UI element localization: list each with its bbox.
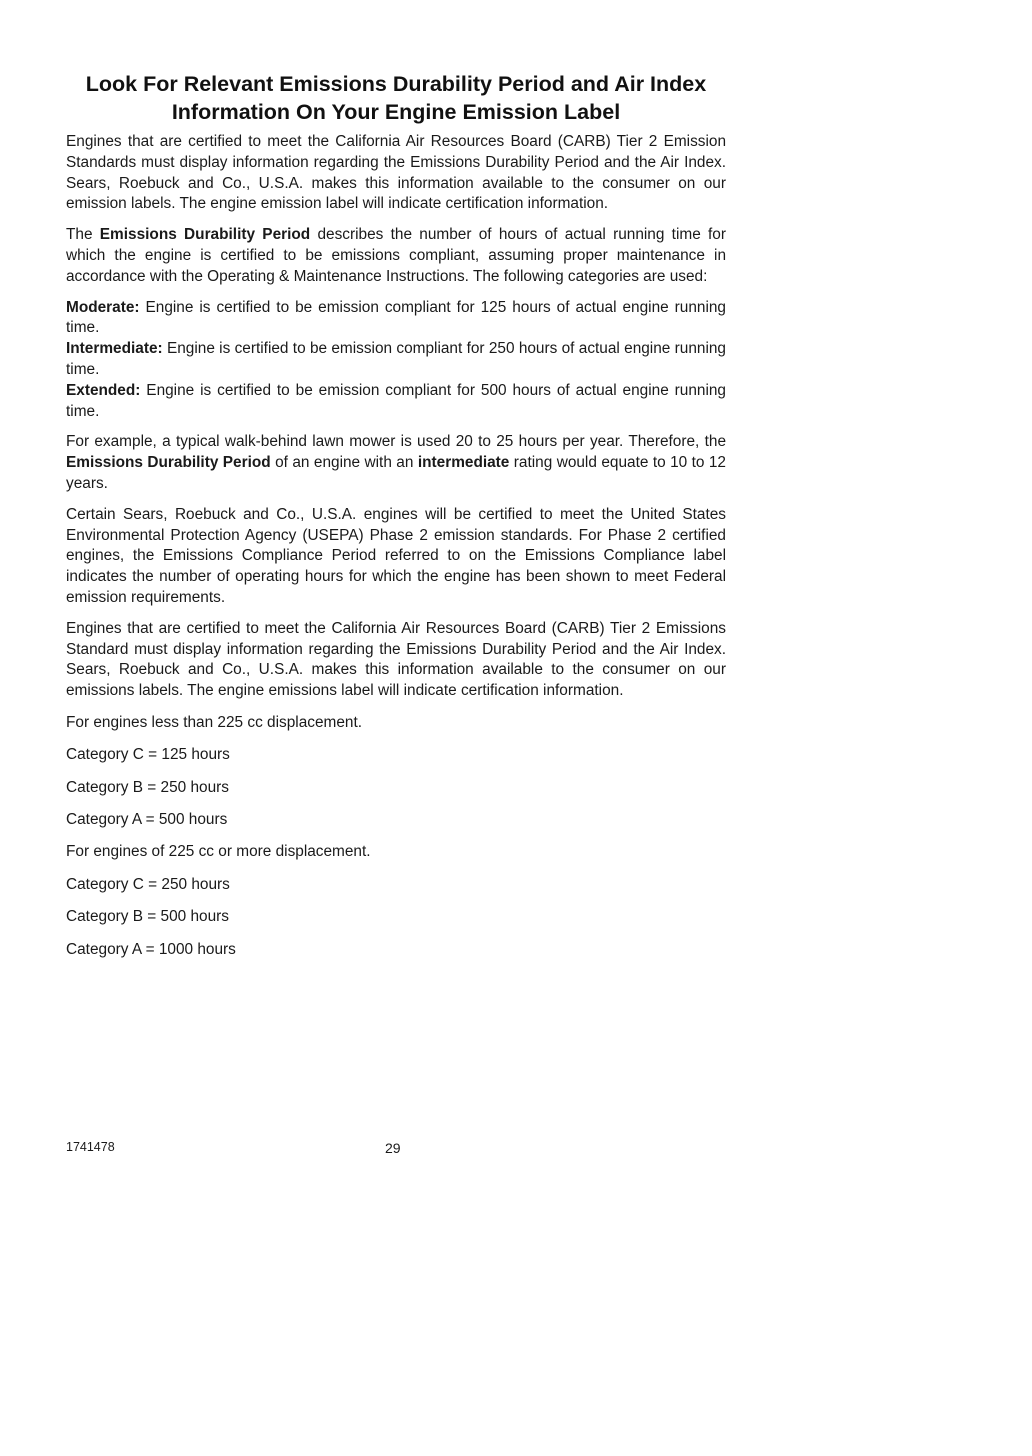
small-engine-heading: For engines less than 225 cc displacement. [66, 713, 363, 731]
usepa-paragraph: Certain Sears, Roebuck and Co., U.S.A. engines will be certified to meet the United States Environmental Protection Agency (USEPA) Phase 2 emission standards. For Phase 2 certified engines, the Emissions Compliance Period referred to on the Emissions Compliance label indicates the number of operating hours for which the engine has been shown to meet Federal emission requirements. [66, 505, 726, 606]
hours-list [66, 713, 726, 961]
category-moderate: Moderate: Engine is certified to be emission compliant for 125 hours of actual engine running time. [66, 298, 726, 337]
list-item: Category B = 500 hours [66, 908, 229, 926]
list-item: Category B = 250 hours [66, 778, 229, 796]
document-code: 1741478 [66, 1140, 115, 1154]
page-number: 29 [385, 1140, 401, 1156]
category-intermediate: Intermediate: Engine is certified to be emission compliant for 250 hours of actual engine running time. [66, 340, 726, 378]
list-item: Category C = 250 hours [66, 875, 230, 893]
list-item: Category A = 500 hours [66, 811, 228, 829]
example-paragraph: For example, a typical walk-behind lawn mower is used 20 to 25 hours per year. Therefore, the Emissions Durability Period of an engine with an intermediate rating would equate to 10 to 12 years. [66, 433, 726, 492]
category-extended: Extended: Engine is certified to be emission compliant for 500 hours of actual engine running time. [66, 381, 726, 420]
document-page [66, 70, 726, 960]
page-title: Look For Relevant Emissions Durability Period and Air Index Information On Your Engine Emission Label [85, 72, 707, 124]
list-item: Category C = 125 hours [66, 746, 230, 764]
large-engine-heading: For engines of 225 cc or more displacement. [66, 843, 371, 861]
carb-paragraph: Engines that are certified to meet the California Air Resources Board (CARB) Tier 2 Emissions Standard must display information regarding the Emissions Durability Period and the Air Index. Sears, Roebuck and Co., U.S.A. makes this information available to the consumer on our emissions labels. The engine emissions label will indicate certification information. [66, 619, 726, 700]
list-item: Category A = 1000 hours [66, 940, 236, 958]
category-list [66, 298, 726, 423]
intro-paragraph: Engines that are certified to meet the California Air Resources Board (CARB) Tier 2 Emission Standards must display information regarding the Emissions Durability Period and the Air Index. Sears, Roebuck and Co., U.S.A. makes this information available to the consumer on our emission labels. The engine emission label will indicate certification information. [66, 133, 726, 213]
durability-term: Emissions Durability Period [99, 226, 311, 244]
durability-paragraph: The Emissions Durability Period describes the number of hours of actual running time for which the engine is certified to be emissions compliant, assuming proper maintenance in accordance with the Operating & Maintenance Instructions. The following categories are used: [66, 226, 726, 285]
